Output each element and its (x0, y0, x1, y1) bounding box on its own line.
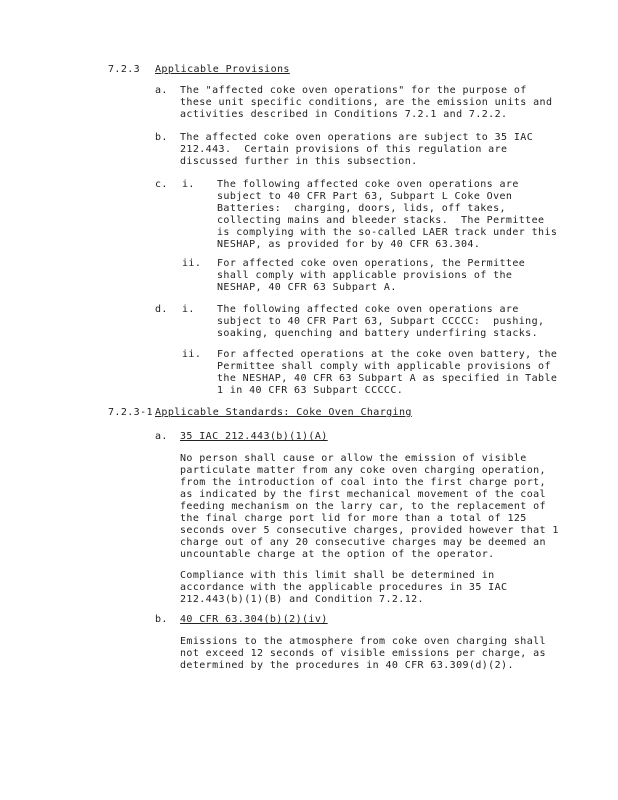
standard-b-paragraph-1: Emissions to the atmosphere from coke oven charging shall not exceed 12 seconds of visible emissions per charge, as determined by the procedures in 40 CFR 63.309(d)(2). (180, 636, 546, 671)
section-number-7-2-3-1: 7.2.3-1 (108, 407, 153, 418)
item-d-i-text: The following affected coke oven operations are subject to 40 CFR Part 63, Subpart CCCCC: pushing, soaking, quenching and battery underfiring stacks. (217, 304, 545, 339)
item-c-ii-text: For affected coke oven operations, the Permittee shall comply with applicable provisions of the NESHAP, 40 CFR 63 Subpart A. (217, 258, 526, 293)
item-a-text: The "affected coke oven operations" for the purpose of these unit specific conditions, are the emission units and activities described in Conditions 7.2.1 and 7.2.2. (180, 85, 553, 120)
item-a-label: a. (155, 85, 168, 96)
item-c-ii-label: ii. (182, 258, 202, 269)
section-heading-applicable-provisions: Applicable Provisions (155, 64, 290, 75)
standard-a-citation: 35 IAC 212.443(b)(1)(A) (180, 431, 328, 442)
item-d-label: d. (155, 304, 168, 315)
section-number-7-2-3: 7.2.3 (108, 64, 141, 75)
item-d-ii-text: For affected operations at the coke oven battery, the Permittee shall comply with applicable provisions of the NESHAP, 40 CFR 63 Subpart A as specified in Table 1 in 40 CFR 63 Subpart CCCCC. (217, 349, 558, 396)
standard-b-label: b. (155, 614, 168, 625)
section-heading-coke-oven-charging: Applicable Standards: Coke Oven Charging (155, 407, 412, 418)
standard-b-citation: 40 CFR 63.304(b)(2)(iv) (180, 614, 328, 625)
standard-a-paragraph-1: No person shall cause or allow the emission of visible particulate matter from any coke oven charging operation, from the introduction of coal into the first charge port, as indicated by the first mechanical movement of the coal feeding mechanism on the larry car, to the replacement of the final charge port lid for more than a total of 125 seconds over 5 consecutive charges, provided however that 1 charge out of any 20 consecutive charges may be deemed an uncountable charge at the option of the operator. (180, 453, 559, 560)
item-d-ii-label: ii. (182, 349, 202, 360)
item-d-i-label: i. (182, 304, 195, 315)
item-c-i-label: i. (182, 179, 195, 190)
item-b-text: The affected coke oven operations are subject to 35 IAC 212.443. Certain provisions of this regulation are discussed further in this subsection. (180, 132, 534, 167)
item-c-i-text: The following affected coke oven operations are subject to 40 CFR Part 63, Subpart L Coke Oven Batteries: charging, doors, lids, off takes, collecting mains and bleeder stacks. The Permittee is complying with the so-called LAER track under this NESHAP, as provided for by 40 CFR 63.304. (217, 179, 558, 250)
item-c-label: c. (155, 179, 168, 190)
standard-a-paragraph-2: Compliance with this limit shall be determined in accordance with the applicable procedures in 35 IAC 212.443(b)(1)(B) and Condition 7.2.12. (180, 570, 508, 605)
standard-a-label: a. (155, 431, 168, 442)
item-b-label: b. (155, 132, 168, 143)
